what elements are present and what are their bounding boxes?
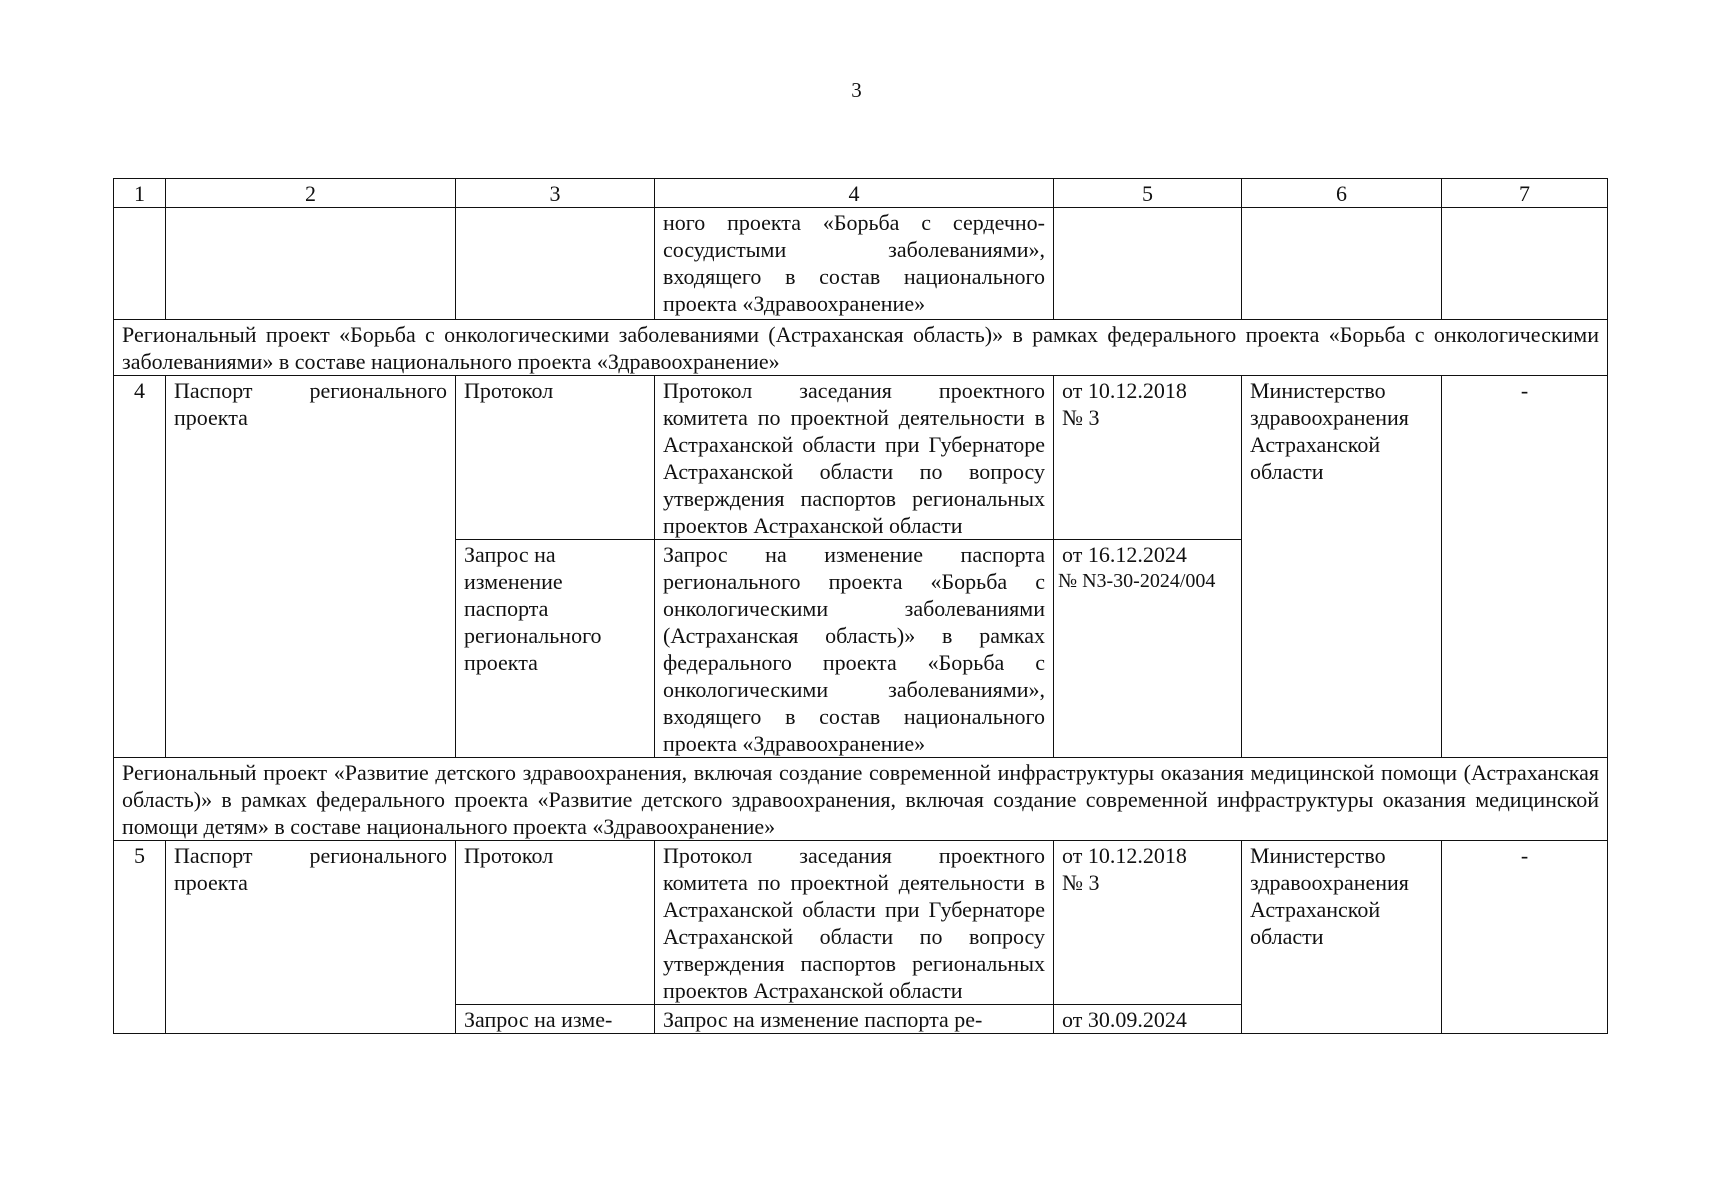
row-4-name-word-2: регионального: [309, 378, 447, 403]
row-5-description-2: Запрос на изменение паспорта ре-: [655, 1005, 1054, 1034]
header-cell-7: 7: [1442, 179, 1608, 208]
row-4-date-1: от 10.12.2018: [1062, 378, 1187, 403]
row-4-number-2: № N3-30-2024/004: [1058, 570, 1216, 592]
continuation-cell-5: [1054, 208, 1242, 320]
header-cell-3: 3: [456, 179, 655, 208]
continuation-row: [114, 208, 1608, 320]
row-4-description-1: Протокол заседания проектного комитета по проектной деятельности в Астраханской области при Губернаторе Астраханской области по вопросу утверждения паспортов региональных проектов Астраханской области: [655, 376, 1054, 540]
row-4-name-word-3: проекта: [174, 405, 248, 430]
registry-table: [113, 178, 1608, 1034]
row-5-date-1: от 10.12.2018: [1062, 843, 1187, 868]
table-row-4-protocol: [114, 376, 1608, 540]
continuation-description: ного проекта «Борьба с сердечно-сосудистыми заболеваниями», входящего в состав национального проекта «Здравоохранение»: [655, 208, 1054, 320]
row-5-name-word-1: Паспорт: [174, 843, 253, 868]
row-4-doc-type-1: Протокол: [456, 376, 655, 540]
row-4-organization: Министерство здравоохранения Астраханской области: [1242, 376, 1442, 758]
continuation-cell-2: [166, 208, 456, 320]
row-5-description-1: Протокол заседания проектного комитета по проектной деятельности в Астраханской области при Губернаторе Астраханской области по вопросу утверждения паспортов региональных проектов Астраханской области: [655, 841, 1054, 1005]
row-4-description-2: Запрос на изменение паспорта регионального проекта «Борьба с онкологическими заболеваниями (Астраханская область)» в рамках федерального проекта «Борьба с онкологическими заболеваниями», входящего в состав национального проекта «Здравоохранение»: [655, 540, 1054, 758]
continuation-cell-3: [456, 208, 655, 320]
continuation-cell-6: [1242, 208, 1442, 320]
header-cell-4: 4: [655, 179, 1054, 208]
row-4-requisites-2: [1054, 540, 1242, 758]
row-4-requisites-1: [1054, 376, 1242, 540]
section-row-children-health: [114, 758, 1608, 841]
row-5-organization: Министерство здравоохранения Астраханской области: [1242, 841, 1442, 1034]
section-row-oncology: [114, 320, 1608, 376]
header-cell-1: 1: [114, 179, 166, 208]
row-4-number-1: № 3: [1062, 405, 1100, 430]
continuation-cell-7: [1442, 208, 1608, 320]
row-4-date-2: от 16.12.2024: [1062, 542, 1187, 567]
header-cell-5: 5: [1054, 179, 1242, 208]
header-cell-2: 2: [166, 179, 456, 208]
row-4-doc-type-2: Запрос на изменение паспорта регионального проекта: [456, 540, 655, 758]
row-5-doc-type-1: Протокол: [456, 841, 655, 1005]
row-5-date-2: от 30.09.2024: [1054, 1005, 1242, 1034]
row-5-doc-type-2: Запрос на изме-: [456, 1005, 655, 1034]
row-4-document-name: [166, 376, 456, 758]
row-5-requisites-1: [1054, 841, 1242, 1005]
table-header-row: [114, 179, 1608, 208]
row-5-number-1: № 3: [1062, 870, 1100, 895]
row-number-4: 4: [114, 376, 166, 758]
section-title-oncology: Региональный проект «Борьба с онкологическими заболеваниями (Астраханская область)» в рамках федерального проекта «Борьба с онкологическими заболеваниями» в составе национального проекта «Здравоохранение»: [114, 320, 1608, 376]
row-5-document-name: [166, 841, 456, 1034]
continuation-cell-1: [114, 208, 166, 320]
row-5-col7: -: [1442, 841, 1608, 1034]
row-4-col7: -: [1442, 376, 1608, 758]
row-number-5: 5: [114, 841, 166, 1034]
row-5-name-word-2: регионального: [309, 843, 447, 868]
page-number: 3: [851, 78, 862, 102]
table-row-5-protocol: [114, 841, 1608, 1005]
section-title-children-health: Региональный проект «Развитие детского здравоохранения, включая создание современной инфраструктуры оказания медицинской помощи (Астраханская область)» в рамках федерального проекта «Развитие детского здравоохранения, включая создание современной инфраструктуры оказания медицинской помощи детям» в составе национального проекта «Здравоохранение»: [114, 758, 1608, 841]
header-cell-6: 6: [1242, 179, 1442, 208]
row-4-name-word-1: Паспорт: [174, 378, 253, 403]
row-5-name-word-3: проекта: [174, 870, 248, 895]
